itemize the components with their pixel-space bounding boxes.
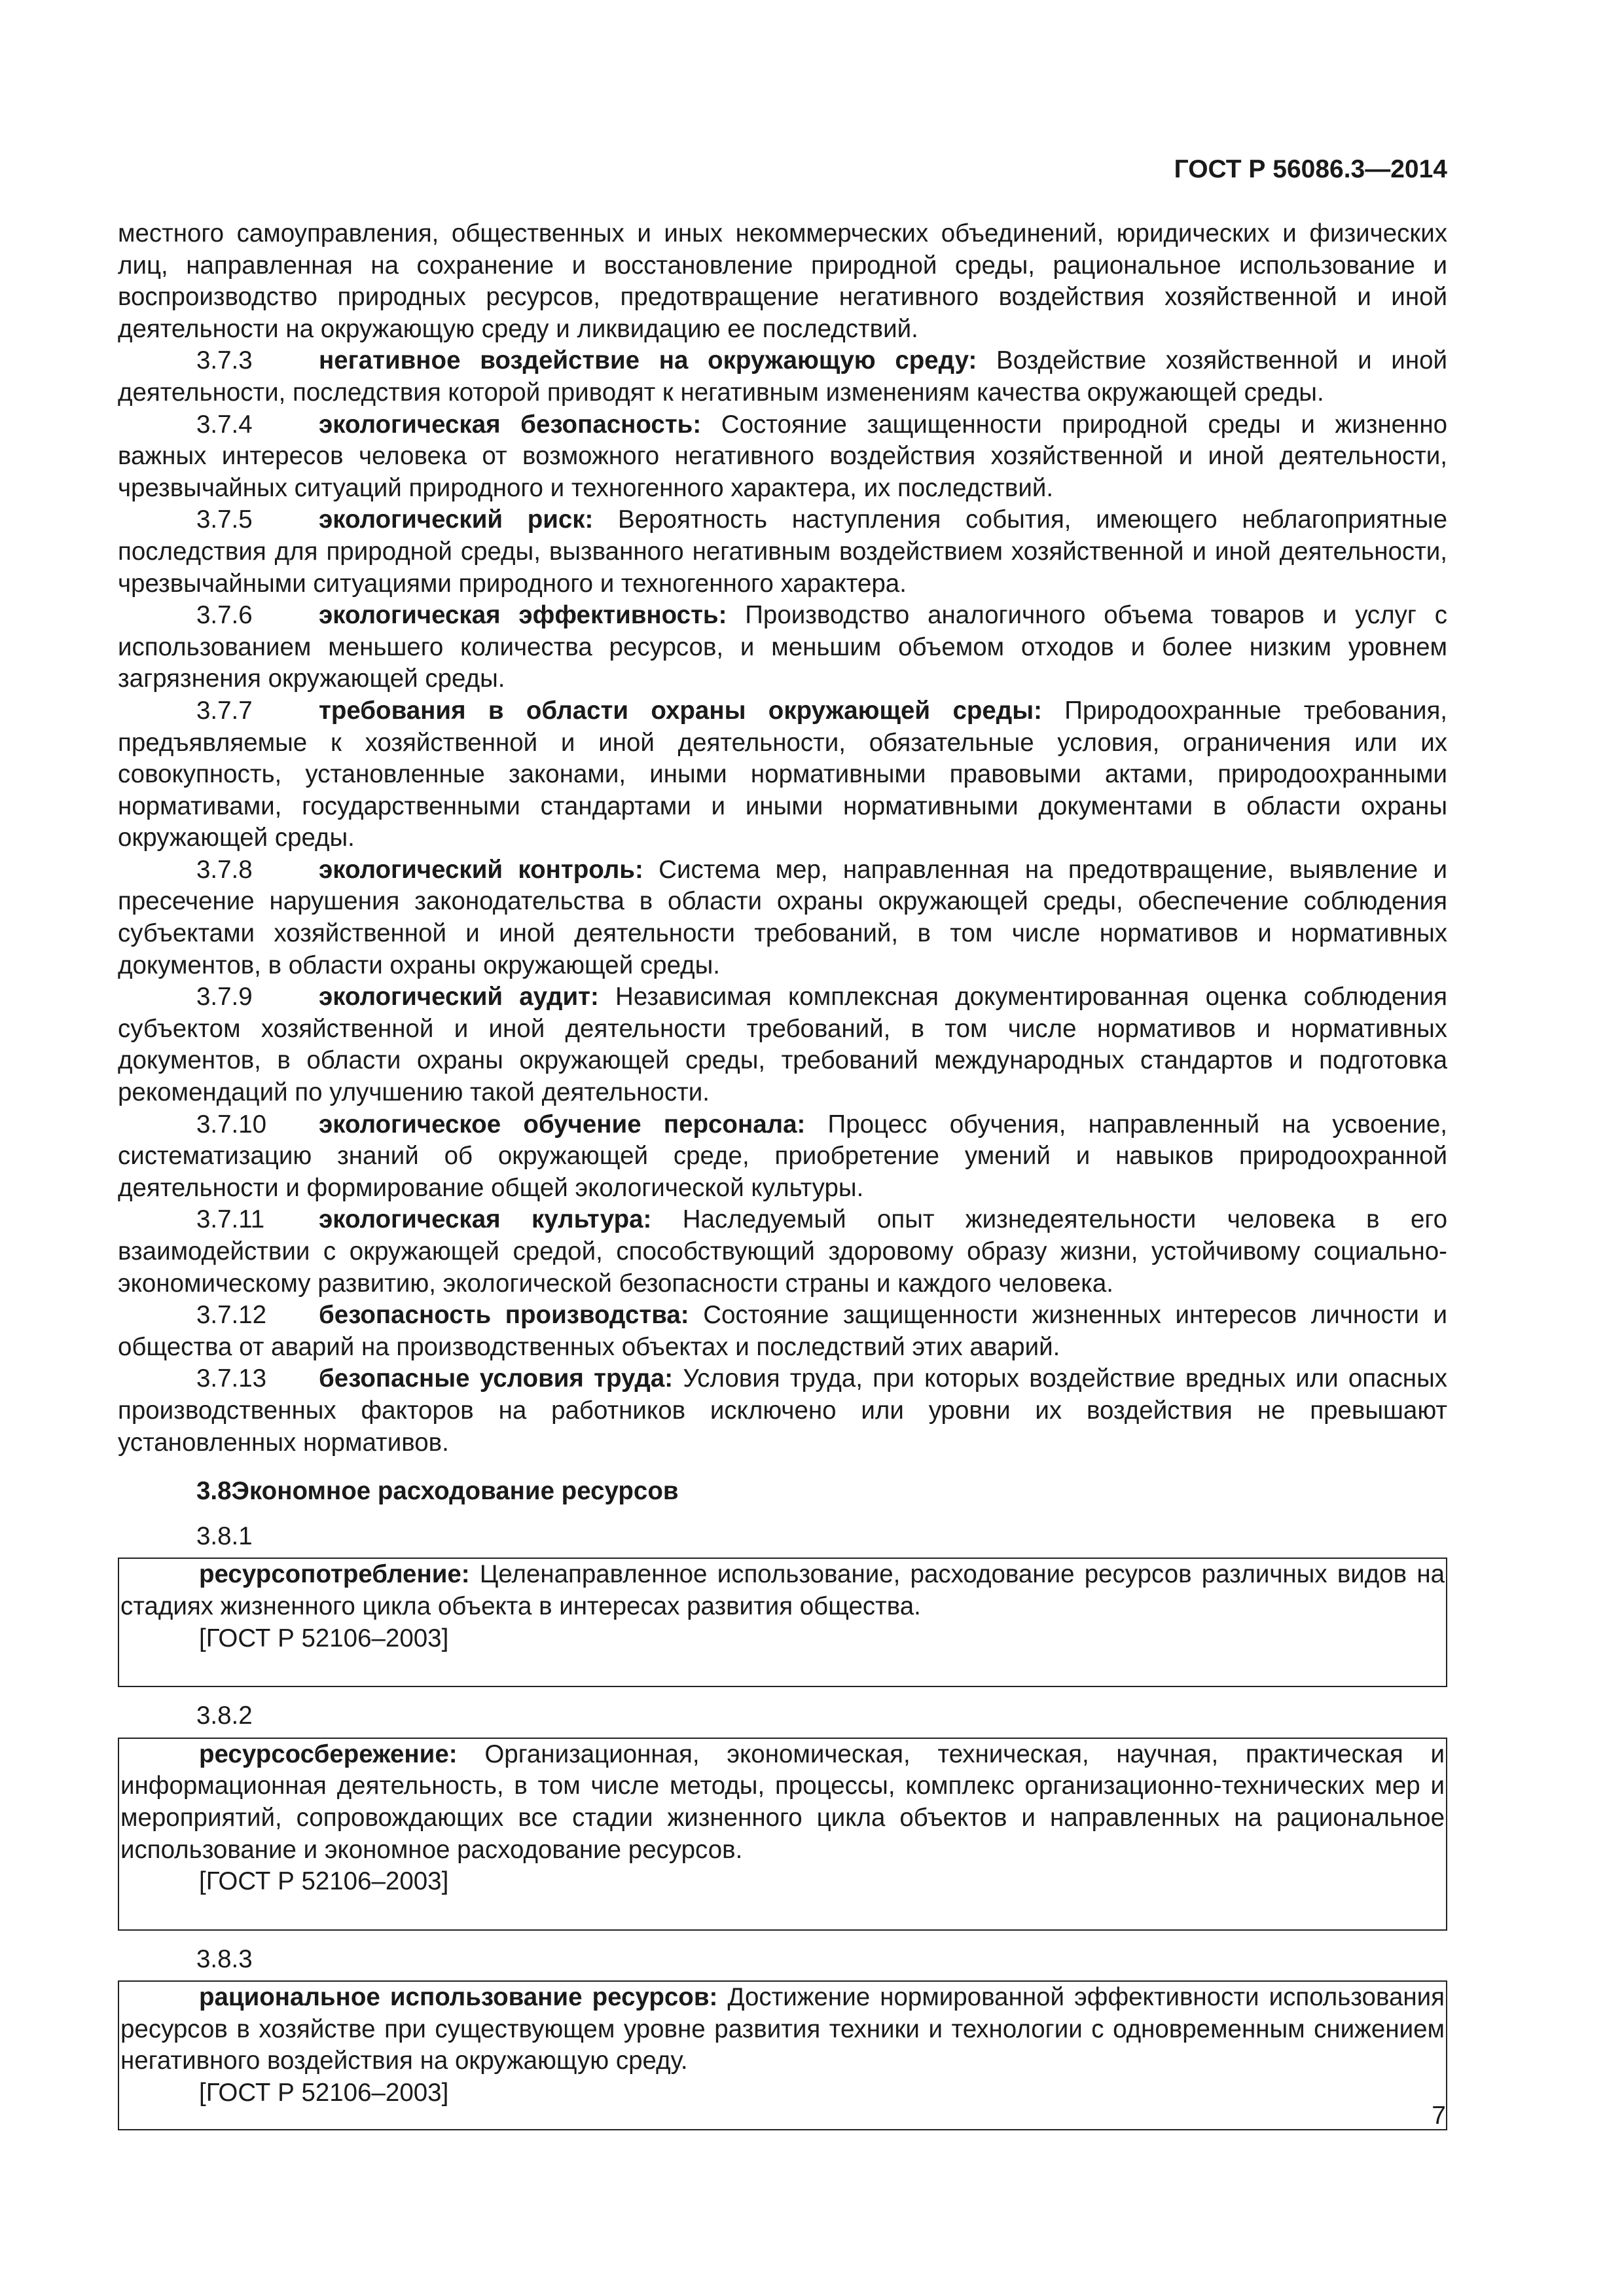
term-name: экологическая безопасность: [319,410,702,439]
term-3-7-10 [118,1109,1447,1205]
term-3-7-7 [118,695,1447,854]
term-number: 3.7.8 [196,855,253,884]
boxed-term-3-8-3 [118,1944,1447,2130]
term-number: 3.7.10 [196,1110,267,1139]
term-number: 3.7.6 [196,601,253,630]
term-3-7-12 [118,1300,1447,1363]
term-name: ресурсопотребление: [199,1560,470,1589]
section-number: 3.8 [196,1477,232,1506]
document-body [118,218,1447,2130]
term-3-7-3 [118,345,1447,409]
source-reference: [ГОСТ Р 52106–2003] [199,1624,449,1652]
term-name: экологический риск: [319,505,594,534]
term-name: негативное воздействие на окружающую среду: [319,346,977,375]
term-definition: Система мер, направленная на предотвращение, выявление и пресечение нарушения законодательства в области охраны окружающей среды, обеспечение соблюдения субъектами хозяйственной и иной деятельности требований, в том числе нормативов и нормативных документов, в области охраны окружающей среды. [118,855,1447,979]
term-paragraph [120,1982,1445,2077]
term-definition: Достижение нормированной эффективности использования ресурсов в хозяйстве при существующем уровне развития техники и технологии с одновременным снижением негативного воздействия на окружающую среду. [120,1983,1445,2075]
term-frame [118,1980,1447,2130]
term-number: 3.8.1 [196,1522,253,1550]
term-name: экологическая культура: [319,1205,652,1234]
term-name: требования в области охраны окружающей среды: [319,696,1042,725]
term-definition: Состояние защищенности природной среды и жизненно важных интересов человека от возможного негативного воздействия хозяйственной и иной деятельности, чрезвычайных ситуаций природного и техногенного характера, их последствий. [118,410,1447,502]
term-3-7-6 [118,600,1447,695]
term-frame [118,1738,1447,1931]
term-number: 3.7.7 [196,696,253,725]
term-number: 3.7.5 [196,505,253,534]
term-definition: Процесс обучения, направленный на усвоение, систематизацию знаний об окружающей среде, приобретение умений и навыков природоохранной деятельности и формирование общей экологической культуры. [118,1110,1447,1202]
term-definition: Наследуемый опыт жизнедеятельности человека в его взаимодействии с окружающей средой, способствующий здоровому образу жизни, устойчивому социально-экономическому развитию, экологической безопасности страны и каждого человека. [118,1205,1447,1298]
term-name: экологическая эффективность: [319,601,727,630]
term-definition: Воздействие хозяйственной и иной деятельности, последствия которой приводят к негативным изменениям качества окружающей среды. [118,346,1447,407]
term-paragraph [120,1739,1445,1866]
term-number: 3.8.3 [196,1944,253,1973]
term-3-7-11 [118,1204,1447,1300]
terms-list [118,345,1447,1459]
term-definition: Природоохранные требования, предъявляемые к хозяйственной и иной деятельности, обязательные условия, ограничения или их совокупность, установленные законами, иными нормативными правовыми актами, природоохранными нормативами, государственными стандартами и иными нормативными документами в области охраны окружающей среды. [118,696,1448,852]
section-heading [118,1476,1447,1508]
term-number: 3.7.12 [196,1301,267,1330]
source-reference: [ГОСТ Р 52106–2003] [199,2079,449,2107]
term-3-7-8 [118,854,1447,981]
boxed-term-3-8-2 [118,1700,1447,1931]
frame-spacer [120,1654,1445,1673]
intro-paragraph: местного самоуправления, общественных и иных некоммерческих объединений, юридических и физических лиц, направленная на сохранение и восстановление природной среды, рациональное использование и воспроизводство природных ресурсов, предотвращение негативного воздействия хозяйственной и иной деятельности на окружающую среду и ликвидацию ее последствий. [118,219,1447,343]
term-paragraph [120,1559,1445,1622]
term-3-7-4 [118,409,1447,505]
frame-spacer [120,1898,1445,1916]
term-definition: Организационная, экономическая, техническая, научная, практическая и информационная деятельность, в том числе методы, процессы, комплекс организационно-технических мер и мероприятий, сопровождающих все стадии жизненного цикла объектов и направленных на рациональное использование и экономное расходование ресурсов. [120,1740,1445,1864]
term-name: экологический аудит: [319,983,599,1011]
term-name: экологическое обучение персонала: [319,1110,806,1139]
page-number: 7 [1432,2102,1446,2130]
term-name: ресурсосбережение: [199,1740,458,1768]
term-number: 3.7.4 [196,410,253,439]
term-number: 3.7.9 [196,983,253,1011]
term-name: рациональное использование ресурсов: [199,1983,718,2012]
term-definition: Состояние защищенности жизненных интересов личности и общества от аварий на производственных объектах и последствий этих аварий. [118,1301,1448,1361]
frame-spacer [120,2109,1445,2116]
term-number: 3.8.2 [196,1702,253,1730]
term-number: 3.7.3 [196,346,253,375]
standard-code-header: ГОСТ Р 56086.3—2014 [1174,155,1447,183]
term-name: экологический контроль: [319,855,643,884]
boxed-term-3-8-1 [118,1521,1447,1687]
term-number: 3.7.11 [196,1205,265,1234]
term-number: 3.7.13 [196,1364,267,1393]
term-definition: Производство аналогичного объема товаров и услуг с использованием меньшего количества ресурсов, и меньшим объемом отходов и более низким уровнем загрязнения окружающей среды. [118,601,1448,693]
term-frame [118,1558,1447,1687]
term-name: безопасные условия труда: [319,1364,674,1393]
term-3-7-9 [118,981,1447,1108]
source-reference: [ГОСТ Р 52106–2003] [199,1867,449,1896]
section-title: Экономное расходование ресурсов [231,1477,679,1506]
term-definition: Целенаправленное использование, расходование ресурсов различных видов на стадиях жизненного цикла объекта в интересах развития общества. [120,1560,1445,1620]
term-3-7-13 [118,1363,1447,1459]
term-3-7-5 [118,504,1447,600]
term-definition: Вероятность наступления события, имеющего неблагоприятные последствия для природной среды, вызванного негативным воздействием хозяйственной и иной деятельности, чрезвычайными ситуациями природного и техногенного характера. [118,505,1447,598]
term-name: безопасность производства: [319,1301,689,1330]
term-definition: Условия труда, при которых воздействие вредных или опасных производственных факторов на работников исключено или уровни их воздействия не превышают установленных нормативов. [118,1364,1447,1457]
term-definition: Независимая комплексная документированная оценка соблюдения субъектом хозяйственной и иной деятельности требований, в том числе нормативов и нормативных документов, в области охраны окружающей среды, требований международных стандартов и подготовка рекомендаций по улучшению такой деятельности. [118,983,1447,1107]
